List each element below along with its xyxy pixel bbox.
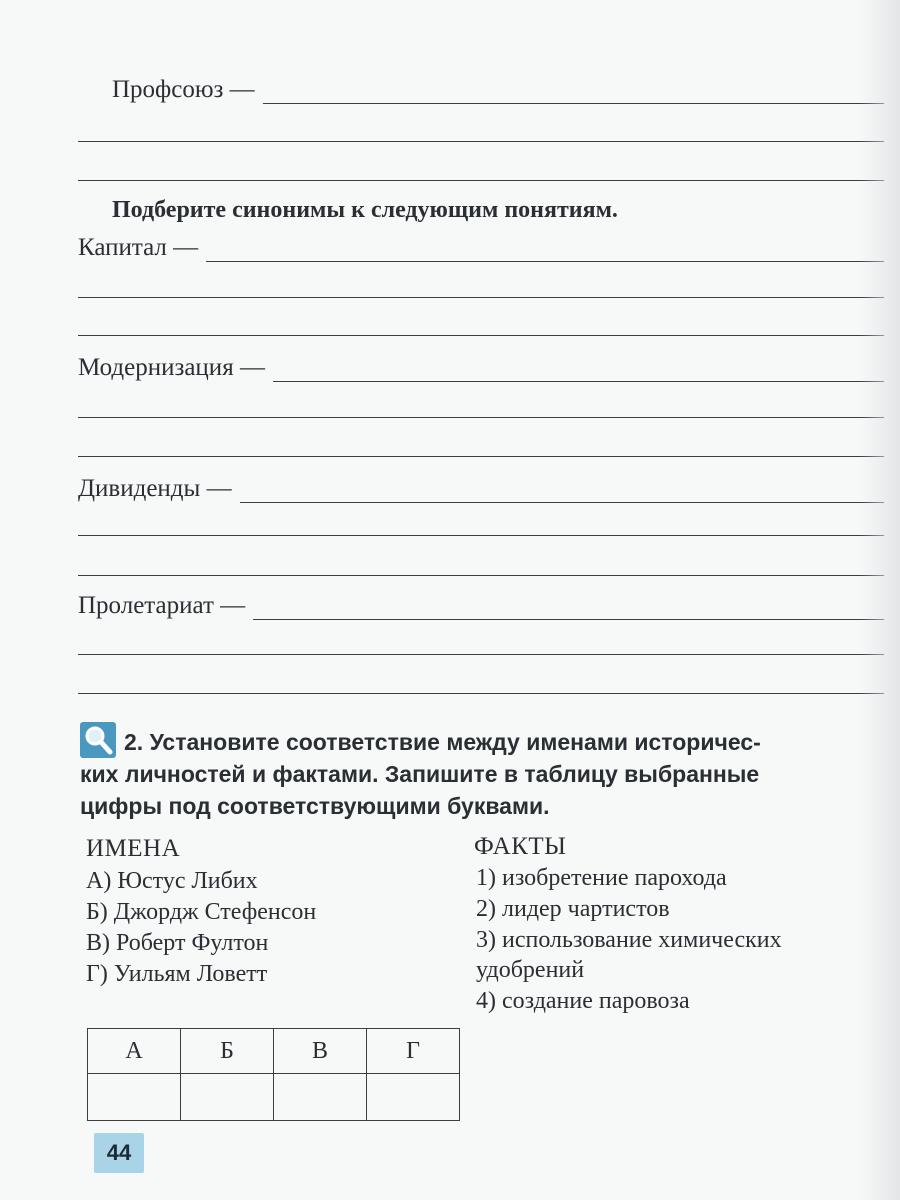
term-modernization <box>78 354 884 382</box>
task-2 <box>80 722 900 822</box>
answer-line[interactable] <box>78 693 884 694</box>
answer-line[interactable] <box>78 297 884 298</box>
answer-line[interactable] <box>253 597 884 620</box>
name-item-b: Б) Джордж Стефенсон <box>86 899 317 925</box>
instruction-synonyms: Подберите синонимы к следующим понятиям. <box>112 197 618 223</box>
fact-item-3-cont: удобрений <box>476 957 585 983</box>
fact-item-1: 1) изобретение парохода <box>476 865 727 891</box>
answer-table <box>87 1028 460 1121</box>
answer-line[interactable] <box>78 180 884 181</box>
page-number: 44 <box>94 1133 144 1173</box>
answer-line[interactable] <box>78 575 884 576</box>
answer-line[interactable] <box>78 456 884 457</box>
answer-cell-v[interactable] <box>274 1074 367 1121</box>
magnifier-icon <box>80 722 116 758</box>
name-item-a: А) Юстус Либих <box>86 868 258 894</box>
term-dividends <box>78 475 884 503</box>
answer-line[interactable] <box>273 359 884 382</box>
fact-item-3: 3) использование химических <box>476 927 782 953</box>
answer-line[interactable] <box>78 654 884 655</box>
answer-cell-b[interactable] <box>181 1074 274 1121</box>
facts-header: ФАКТЫ <box>474 833 567 860</box>
task-2-line-3: цифры под соответствующими буквами. <box>80 793 550 819</box>
term-label: Дивиденды — <box>78 475 232 502</box>
answer-line[interactable] <box>78 141 884 142</box>
answer-header-g: Г <box>367 1029 460 1074</box>
term-capital <box>78 234 884 262</box>
answer-table-header-row <box>88 1029 460 1074</box>
term-proletariat <box>78 592 884 620</box>
answer-cell-a[interactable] <box>88 1074 181 1121</box>
answer-line[interactable] <box>78 535 884 536</box>
name-item-g: Г) Уильям Ловетт <box>86 961 268 987</box>
task-2-line-1 <box>80 722 900 758</box>
names-header: ИМЕНА <box>86 835 181 862</box>
term-trade-union <box>112 76 884 104</box>
task-2-line-2: ких личностей и фактами. Запишите в таблицу выбранные <box>80 761 760 787</box>
term-label: Капитал — <box>78 234 199 261</box>
fact-item-4: 4) создание паровоза <box>476 988 690 1014</box>
answer-line[interactable] <box>240 480 884 503</box>
task-2-text-1: 2. Установите соответствие между именами историчес- <box>124 729 761 755</box>
answer-header-a: А <box>88 1029 181 1074</box>
name-item-v: В) Роберт Фултон <box>86 930 269 956</box>
fact-item-2: 2) лидер чартистов <box>476 896 670 922</box>
answer-table-input-row <box>88 1074 460 1121</box>
term-label: Профсоюз — <box>112 76 255 103</box>
answer-header-v: В <box>274 1029 367 1074</box>
term-label: Модернизация — <box>78 354 265 381</box>
answer-line[interactable] <box>263 81 884 104</box>
answer-line[interactable] <box>78 335 884 336</box>
answer-header-b: Б <box>181 1029 274 1074</box>
page-edge-shadow <box>860 0 900 1200</box>
term-label: Пролетариат — <box>78 592 246 619</box>
answer-cell-g[interactable] <box>367 1074 460 1121</box>
answer-line[interactable] <box>78 417 884 418</box>
answer-line[interactable] <box>206 239 884 262</box>
